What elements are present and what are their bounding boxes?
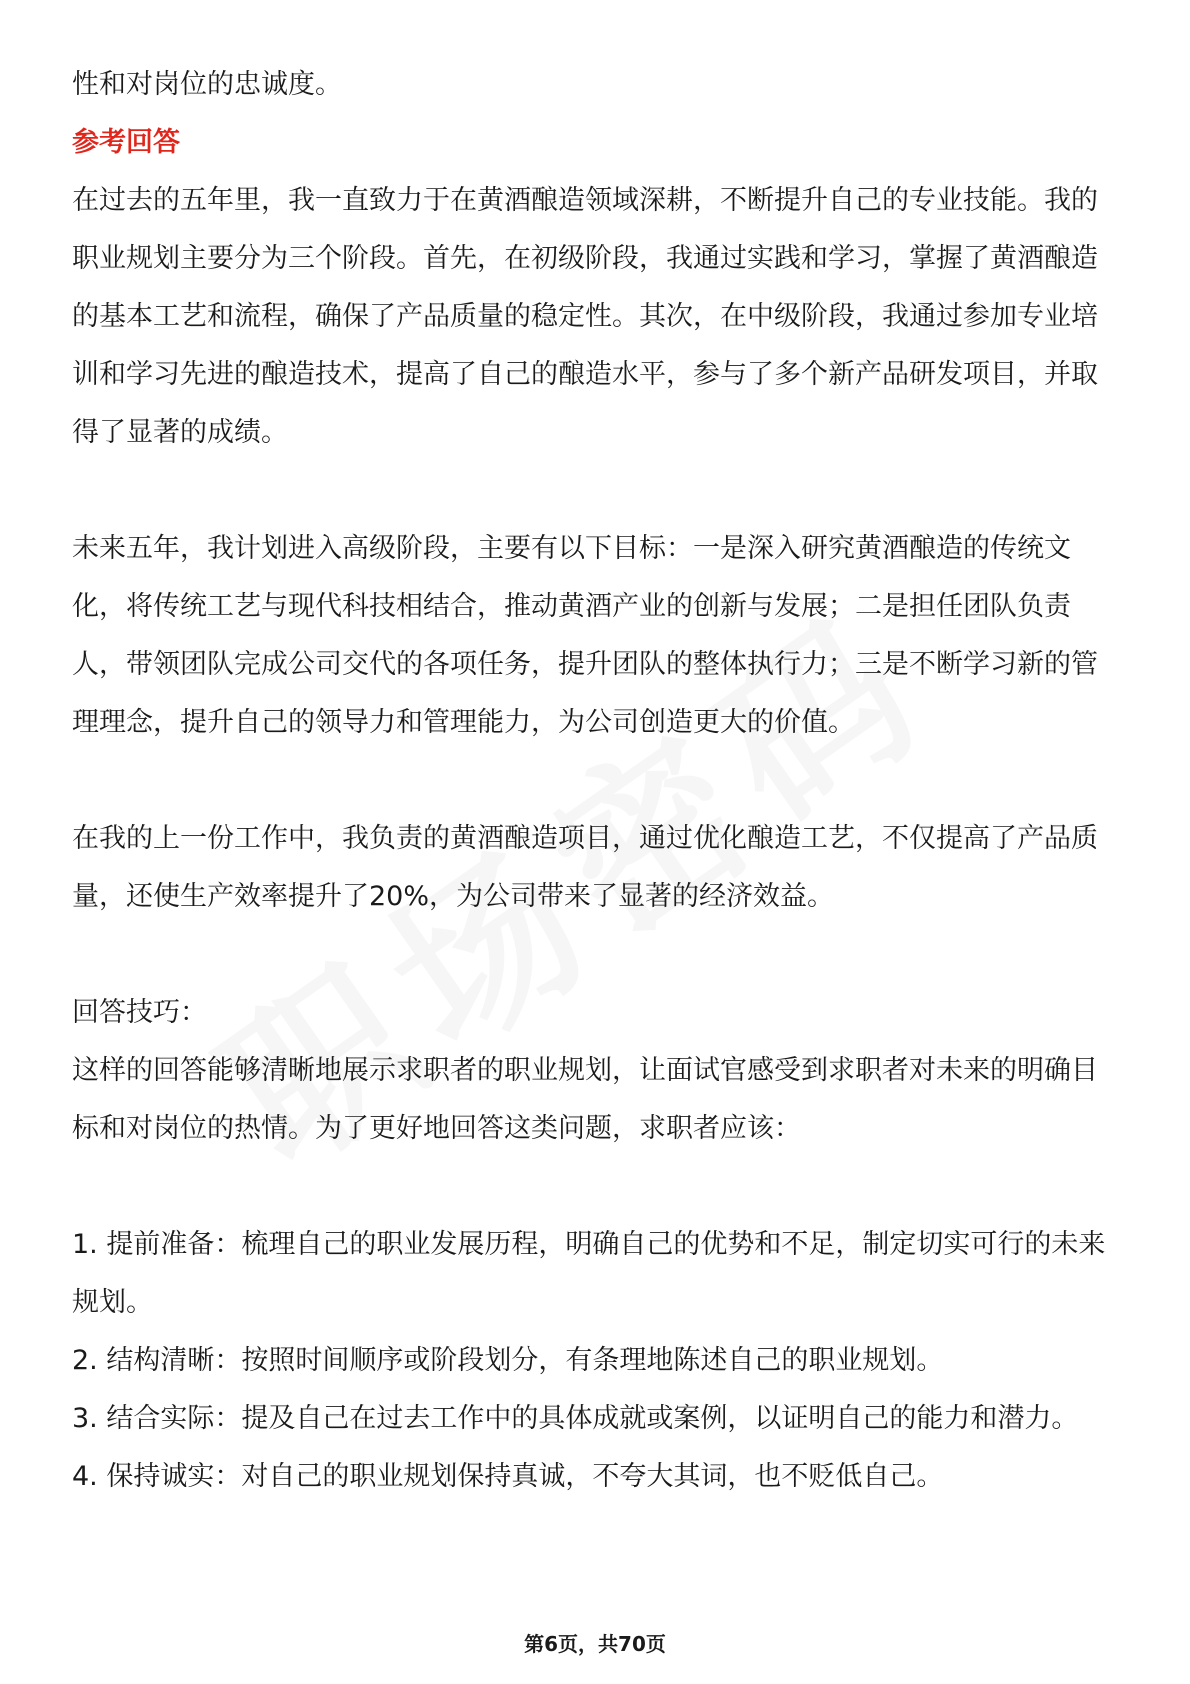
paragraph-gap	[72, 926, 1122, 984]
answer-paragraph-3: 在我的上一份工作中，我负责的黄酒酿造项目，通过优化酿造工艺，不仅提高了产品质量，还使生产效率提升了20%，为公司带来了显著的经济效益。	[72, 823, 1098, 912]
intro-tail-text: 性和对岗位的忠诚度。	[72, 69, 342, 100]
tip-item-4: 4. 保持诚实：对自己的职业规划保持真诚，不夸大其词，也不贬低自己。	[72, 1461, 944, 1492]
paragraph-gap	[72, 752, 1122, 810]
answer-heading: 参考回答	[72, 127, 180, 158]
page-number-footer: 第6页，共70页	[524, 1632, 666, 1656]
tip-item-3: 3. 结合实际：提及自己在过去工作中的具体成就或案例，以证明自己的能力和潜力。	[72, 1403, 1079, 1434]
document-body	[72, 56, 1122, 1506]
paragraph-gap	[72, 462, 1122, 520]
paragraph-gap	[72, 1158, 1122, 1216]
tips-heading: 回答技巧：	[72, 997, 207, 1028]
answer-paragraph-2: 未来五年，我计划进入高级阶段，主要有以下目标：一是深入研究黄酒酿造的传统文化，将传统工艺与现代科技相结合，推动黄酒产业的创新与发展；二是担任团队负责人，带领团队完成公司交代的各项任务，提升团队的整体执行力；三是不断学习新的管理理念，提升自己的领导力和管理能力，为公司创造更大的价值。	[72, 533, 1098, 738]
tip-item-1: 1. 提前准备：梳理自己的职业发展历程，明确自己的优势和不足，制定切实可行的未来规划。	[72, 1229, 1106, 1318]
tip-item-2: 2. 结构清晰：按照时间顺序或阶段划分，有条理地陈述自己的职业规划。	[72, 1345, 944, 1376]
answer-paragraph-1: 在过去的五年里，我一直致力于在黄酒酿造领域深耕，不断提升自己的专业技能。我的职业规划主要分为三个阶段。首先，在初级阶段，我通过实践和学习，掌握了黄酒酿造的基本工艺和流程，确保了产品质量的稳定性。其次，在中级阶段，我通过参加专业培训和学习先进的酿造技术，提高了自己的酿造水平，参与了多个新产品研发项目，并取得了显著的成绩。	[72, 185, 1098, 448]
tips-intro: 这样的回答能够清晰地展示求职者的职业规划，让面试官感受到求职者对未来的明确目标和对岗位的热情。为了更好地回答这类问题，求职者应该：	[72, 1055, 1098, 1144]
